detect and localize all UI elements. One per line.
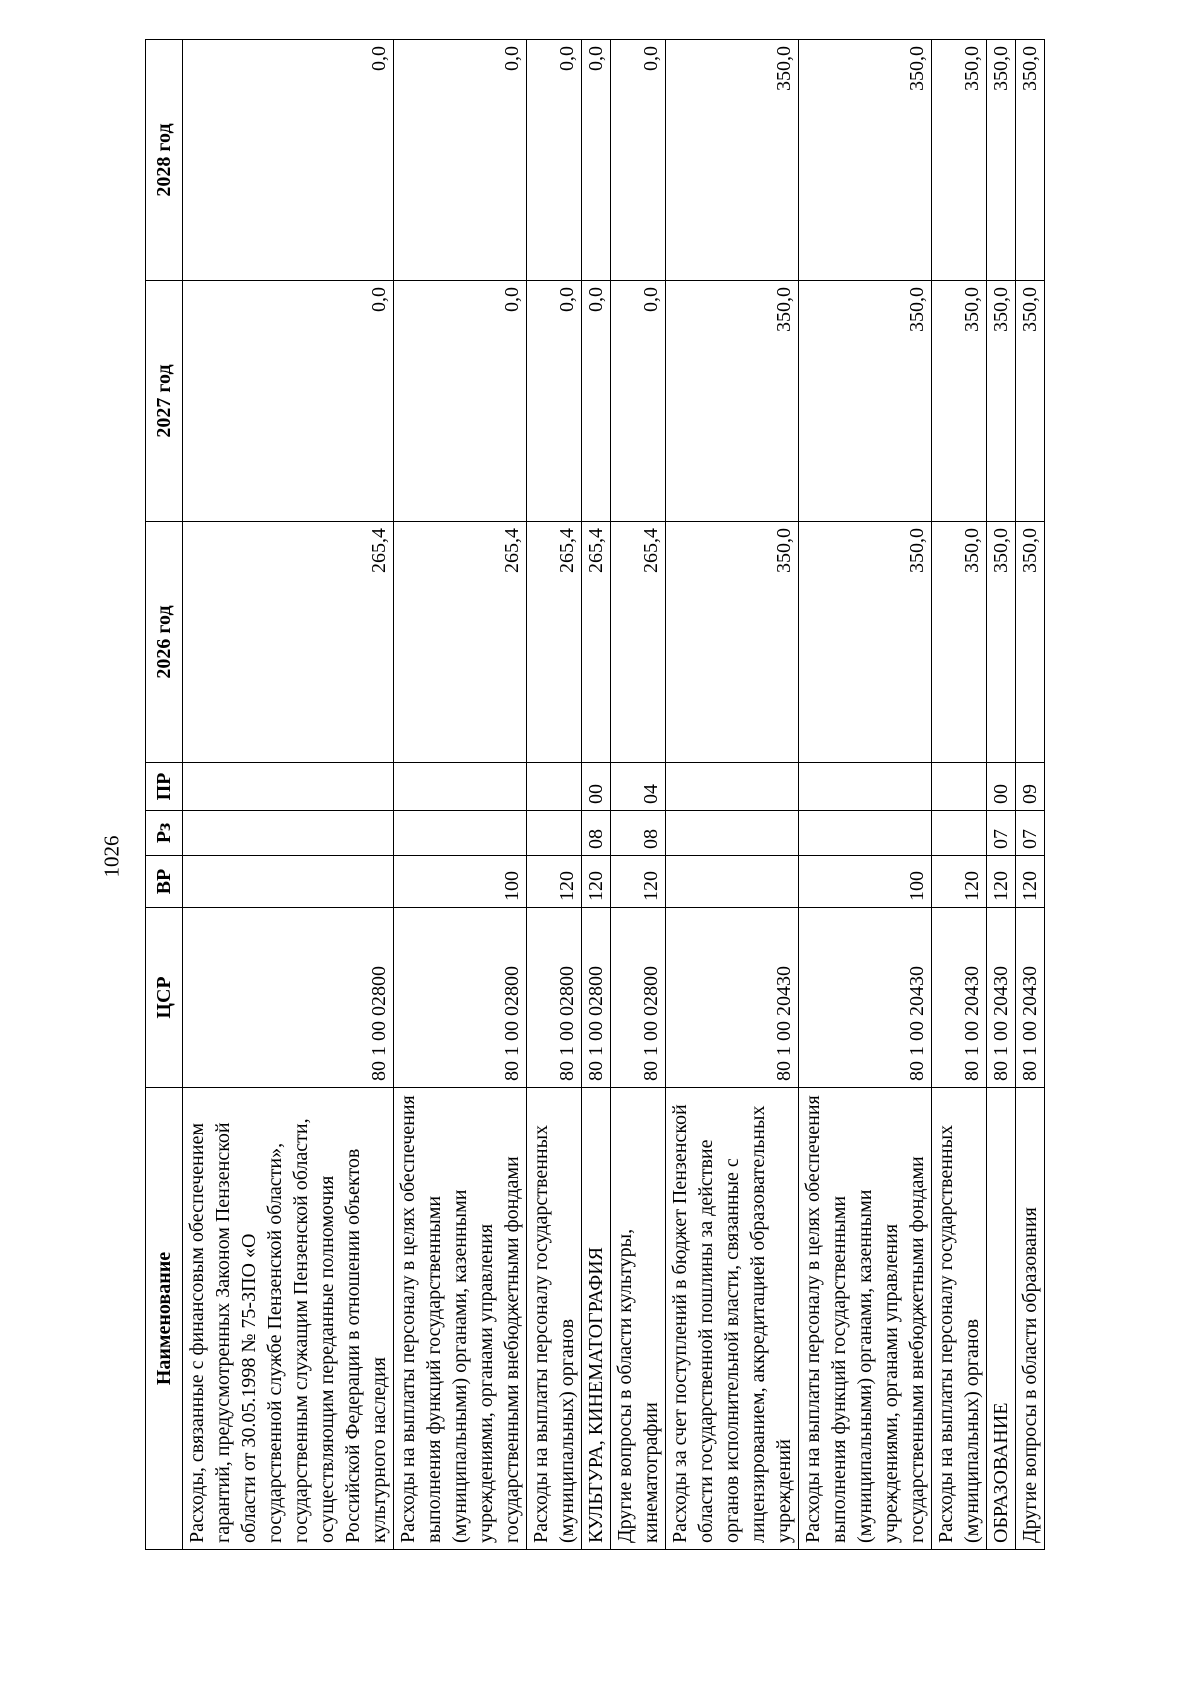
cell-vr: [666, 856, 799, 908]
cell-pr: [932, 763, 987, 811]
cell-y2026: 265,4: [582, 522, 611, 763]
cell-name: Расходы на выплаты персоналу государственных (муниципальных) органов: [527, 1088, 582, 1550]
cell-y2027: 0,0: [394, 281, 527, 522]
cell-y2026: 350,0: [799, 522, 932, 763]
cell-name: ОБРАЗОВАНИЕ: [987, 1088, 1016, 1550]
cell-vr: 100: [799, 856, 932, 908]
rotated-table-container: [145, 40, 1041, 1550]
header-rz: Рз: [146, 811, 183, 856]
cell-rz: 07: [987, 811, 1016, 856]
cell-y2027: 0,0: [527, 281, 582, 522]
cell-y2026: 350,0: [666, 522, 799, 763]
cell-y2027: 350,0: [1016, 281, 1045, 522]
cell-vr: 100: [394, 856, 527, 908]
header-csr: ЦСР: [146, 908, 183, 1088]
cell-y2028: 0,0: [527, 40, 582, 281]
cell-vr: 120: [987, 856, 1016, 908]
cell-csr: 80 1 00 20430: [666, 908, 799, 1088]
cell-y2027: 0,0: [611, 281, 666, 522]
cell-vr: [183, 856, 394, 908]
cell-y2028: 350,0: [799, 40, 932, 281]
cell-y2027: 0,0: [582, 281, 611, 522]
table-header-row: [146, 40, 183, 1550]
cell-y2026: 350,0: [1016, 522, 1045, 763]
cell-rz: 07: [1016, 811, 1045, 856]
table-row: [394, 40, 527, 1550]
cell-pr: 00: [582, 763, 611, 811]
cell-y2027: 350,0: [932, 281, 987, 522]
cell-rz: [666, 811, 799, 856]
cell-csr: 80 1 00 02800: [183, 908, 394, 1088]
cell-y2026: 350,0: [932, 522, 987, 763]
header-name: Наименование: [146, 1088, 183, 1550]
cell-name: Другие вопросы в области образования: [1016, 1088, 1045, 1550]
cell-vr: 120: [932, 856, 987, 908]
cell-rz: [932, 811, 987, 856]
table-row: [799, 40, 932, 1550]
table-row: [987, 40, 1016, 1550]
header-pr: ПР: [146, 763, 183, 811]
cell-y2028: 350,0: [987, 40, 1016, 281]
cell-pr: [799, 763, 932, 811]
cell-pr: [183, 763, 394, 811]
cell-y2026: 265,4: [611, 522, 666, 763]
cell-rz: [799, 811, 932, 856]
table-row: [183, 40, 394, 1550]
table-row: [1016, 40, 1045, 1550]
cell-csr: 80 1 00 20430: [799, 908, 932, 1088]
cell-csr: 80 1 00 20430: [987, 908, 1016, 1088]
cell-name: Другие вопросы в области культуры, кинематографии: [611, 1088, 666, 1550]
cell-pr: 04: [611, 763, 666, 811]
table-row: [582, 40, 611, 1550]
cell-pr: [666, 763, 799, 811]
budget-table: [145, 39, 1045, 1550]
cell-rz: [527, 811, 582, 856]
cell-vr: 120: [611, 856, 666, 908]
cell-csr: 80 1 00 02800: [527, 908, 582, 1088]
table-row: [932, 40, 987, 1550]
header-vr: ВР: [146, 856, 183, 908]
cell-y2028: 0,0: [394, 40, 527, 281]
cell-pr: [394, 763, 527, 811]
cell-rz: [183, 811, 394, 856]
cell-name: КУЛЬТУРА, КИНЕМАТОГРАФИЯ: [582, 1088, 611, 1550]
cell-y2027: 350,0: [987, 281, 1016, 522]
header-2028: 2028 год: [146, 40, 183, 281]
cell-vr: 120: [582, 856, 611, 908]
cell-name: Расходы на выплаты персоналу государственных (муниципальных) органов: [932, 1088, 987, 1550]
cell-name: Расходы за счет поступлений в бюджет Пензенской области государственной пошлины за действие органов исполнительной власти, связанные с лицензированием, аккредитацией образовательных учреждений: [666, 1088, 799, 1550]
cell-y2028: 350,0: [1016, 40, 1045, 281]
cell-y2028: 350,0: [666, 40, 799, 281]
cell-y2026: 265,4: [183, 522, 394, 763]
cell-pr: 00: [987, 763, 1016, 811]
table-row: [527, 40, 582, 1550]
cell-vr: 120: [527, 856, 582, 908]
cell-csr: 80 1 00 20430: [932, 908, 987, 1088]
cell-y2028: 0,0: [183, 40, 394, 281]
table-body: [183, 40, 1045, 1550]
cell-y2028: 0,0: [611, 40, 666, 281]
cell-rz: [394, 811, 527, 856]
cell-csr: 80 1 00 20430: [1016, 908, 1045, 1088]
cell-y2026: 350,0: [987, 522, 1016, 763]
cell-y2026: 265,4: [394, 522, 527, 763]
cell-pr: 09: [1016, 763, 1045, 811]
cell-y2026: 265,4: [527, 522, 582, 763]
cell-name: Расходы, связанные с финансовым обеспечением гарантий, предусмотренных Законом Пензенской области от 30.05.1998 № 75-ЗПО «О государственной службе Пензенской области», государственным служащим Пензенской области, осуществляющим переданные полномочия Российской Федерации в отношении объектов культурного наследия: [183, 1088, 394, 1550]
cell-y2027: 0,0: [183, 281, 394, 522]
cell-csr: 80 1 00 02800: [611, 908, 666, 1088]
cell-pr: [527, 763, 582, 811]
table-row: [611, 40, 666, 1550]
page-number: 1026: [99, 835, 124, 878]
cell-y2028: 0,0: [582, 40, 611, 281]
header-2026: 2026 год: [146, 522, 183, 763]
cell-csr: 80 1 00 02800: [582, 908, 611, 1088]
cell-y2027: 350,0: [799, 281, 932, 522]
cell-vr: 120: [1016, 856, 1045, 908]
cell-rz: 08: [611, 811, 666, 856]
table-row: [666, 40, 799, 1550]
cell-name: Расходы на выплаты персоналу в целях обеспечения выполнения функций государственными (муниципальными) органами, казенными учреждениями, органами управления государственными внебюджетными фондами: [394, 1088, 527, 1550]
cell-csr: 80 1 00 02800: [394, 908, 527, 1088]
cell-name: Расходы на выплаты персоналу в целях обеспечения выполнения функций государственными (муниципальными) органами, казенными учреждениями, органами управления государственными внебюджетными фондами: [799, 1088, 932, 1550]
cell-rz: 08: [582, 811, 611, 856]
header-2027: 2027 год: [146, 281, 183, 522]
cell-y2028: 350,0: [932, 40, 987, 281]
cell-y2027: 350,0: [666, 281, 799, 522]
